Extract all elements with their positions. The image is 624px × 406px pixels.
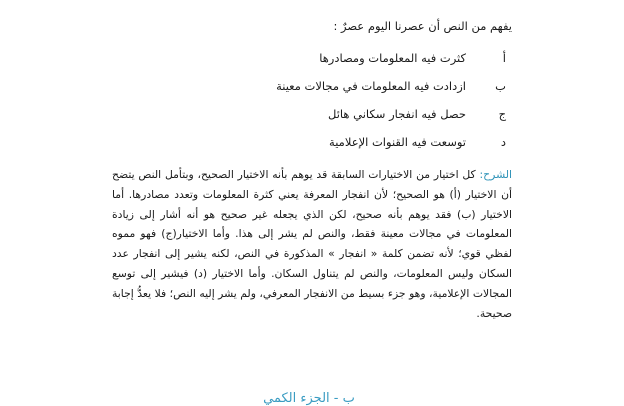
explanation-block [112, 165, 512, 323]
option-c [86, 100, 506, 128]
option-b [86, 72, 506, 100]
explanation-text: كل اختيار من الاختيارات السابقة قد يوهم بأنه الاختيار الصحيح، وبتأمل النص يتضح أن الاختيار (أ) هو الصحيح؛ لأن انفجار المعرفة يعني كثرة المعلومات وتعدد مصادرها. أما الاختيار (ب) فقد يوهم بأنه صحيح، لكن الذي يجعله غير صحيح هو أنه أشار إلى زيادة المعلومات في مجالات معينة فقط، والنص لم يشر إلى هذا. وأما الاختيار(ج) فهو مموه لفظي قوي؛ لأنه تضمن كلمة « انفجار » المذكورة في النص، لكنه يشير إلى انفجار عدد السكان وليس المعلومات، والنص لم يتناول السكان. وأما الاختيار (د) فيشير إلى توسع المجالات الإعلامية، وهو جزء بسيط من الانفجار المعرفي، ولم يشر إليه النص؛ فلا يعدُّ إجابة صحيحة. [112, 168, 512, 320]
option-text: كثرت فيه المعلومات ومصادرها [319, 51, 466, 65]
options-list [86, 44, 506, 156]
question-stem: يفهم من النص أن عصرنا اليوم عصرٌ : [333, 19, 512, 33]
option-letter: أ [502, 51, 506, 65]
option-text: توسعت فيه القنوات الإعلامية [329, 135, 466, 149]
option-text: ازدادت فيه المعلومات في مجالات معينة [276, 79, 466, 93]
option-a [86, 44, 506, 72]
explanation-label: الشرح: [479, 168, 512, 181]
option-text: حصل فيه انفجار سكاني هائل [328, 107, 466, 121]
section-heading: ب - الجزء الكمي [263, 391, 355, 406]
option-letter: ب [495, 79, 506, 93]
option-letter: د [500, 135, 506, 149]
option-d [86, 128, 506, 156]
option-letter: ج [498, 107, 506, 121]
